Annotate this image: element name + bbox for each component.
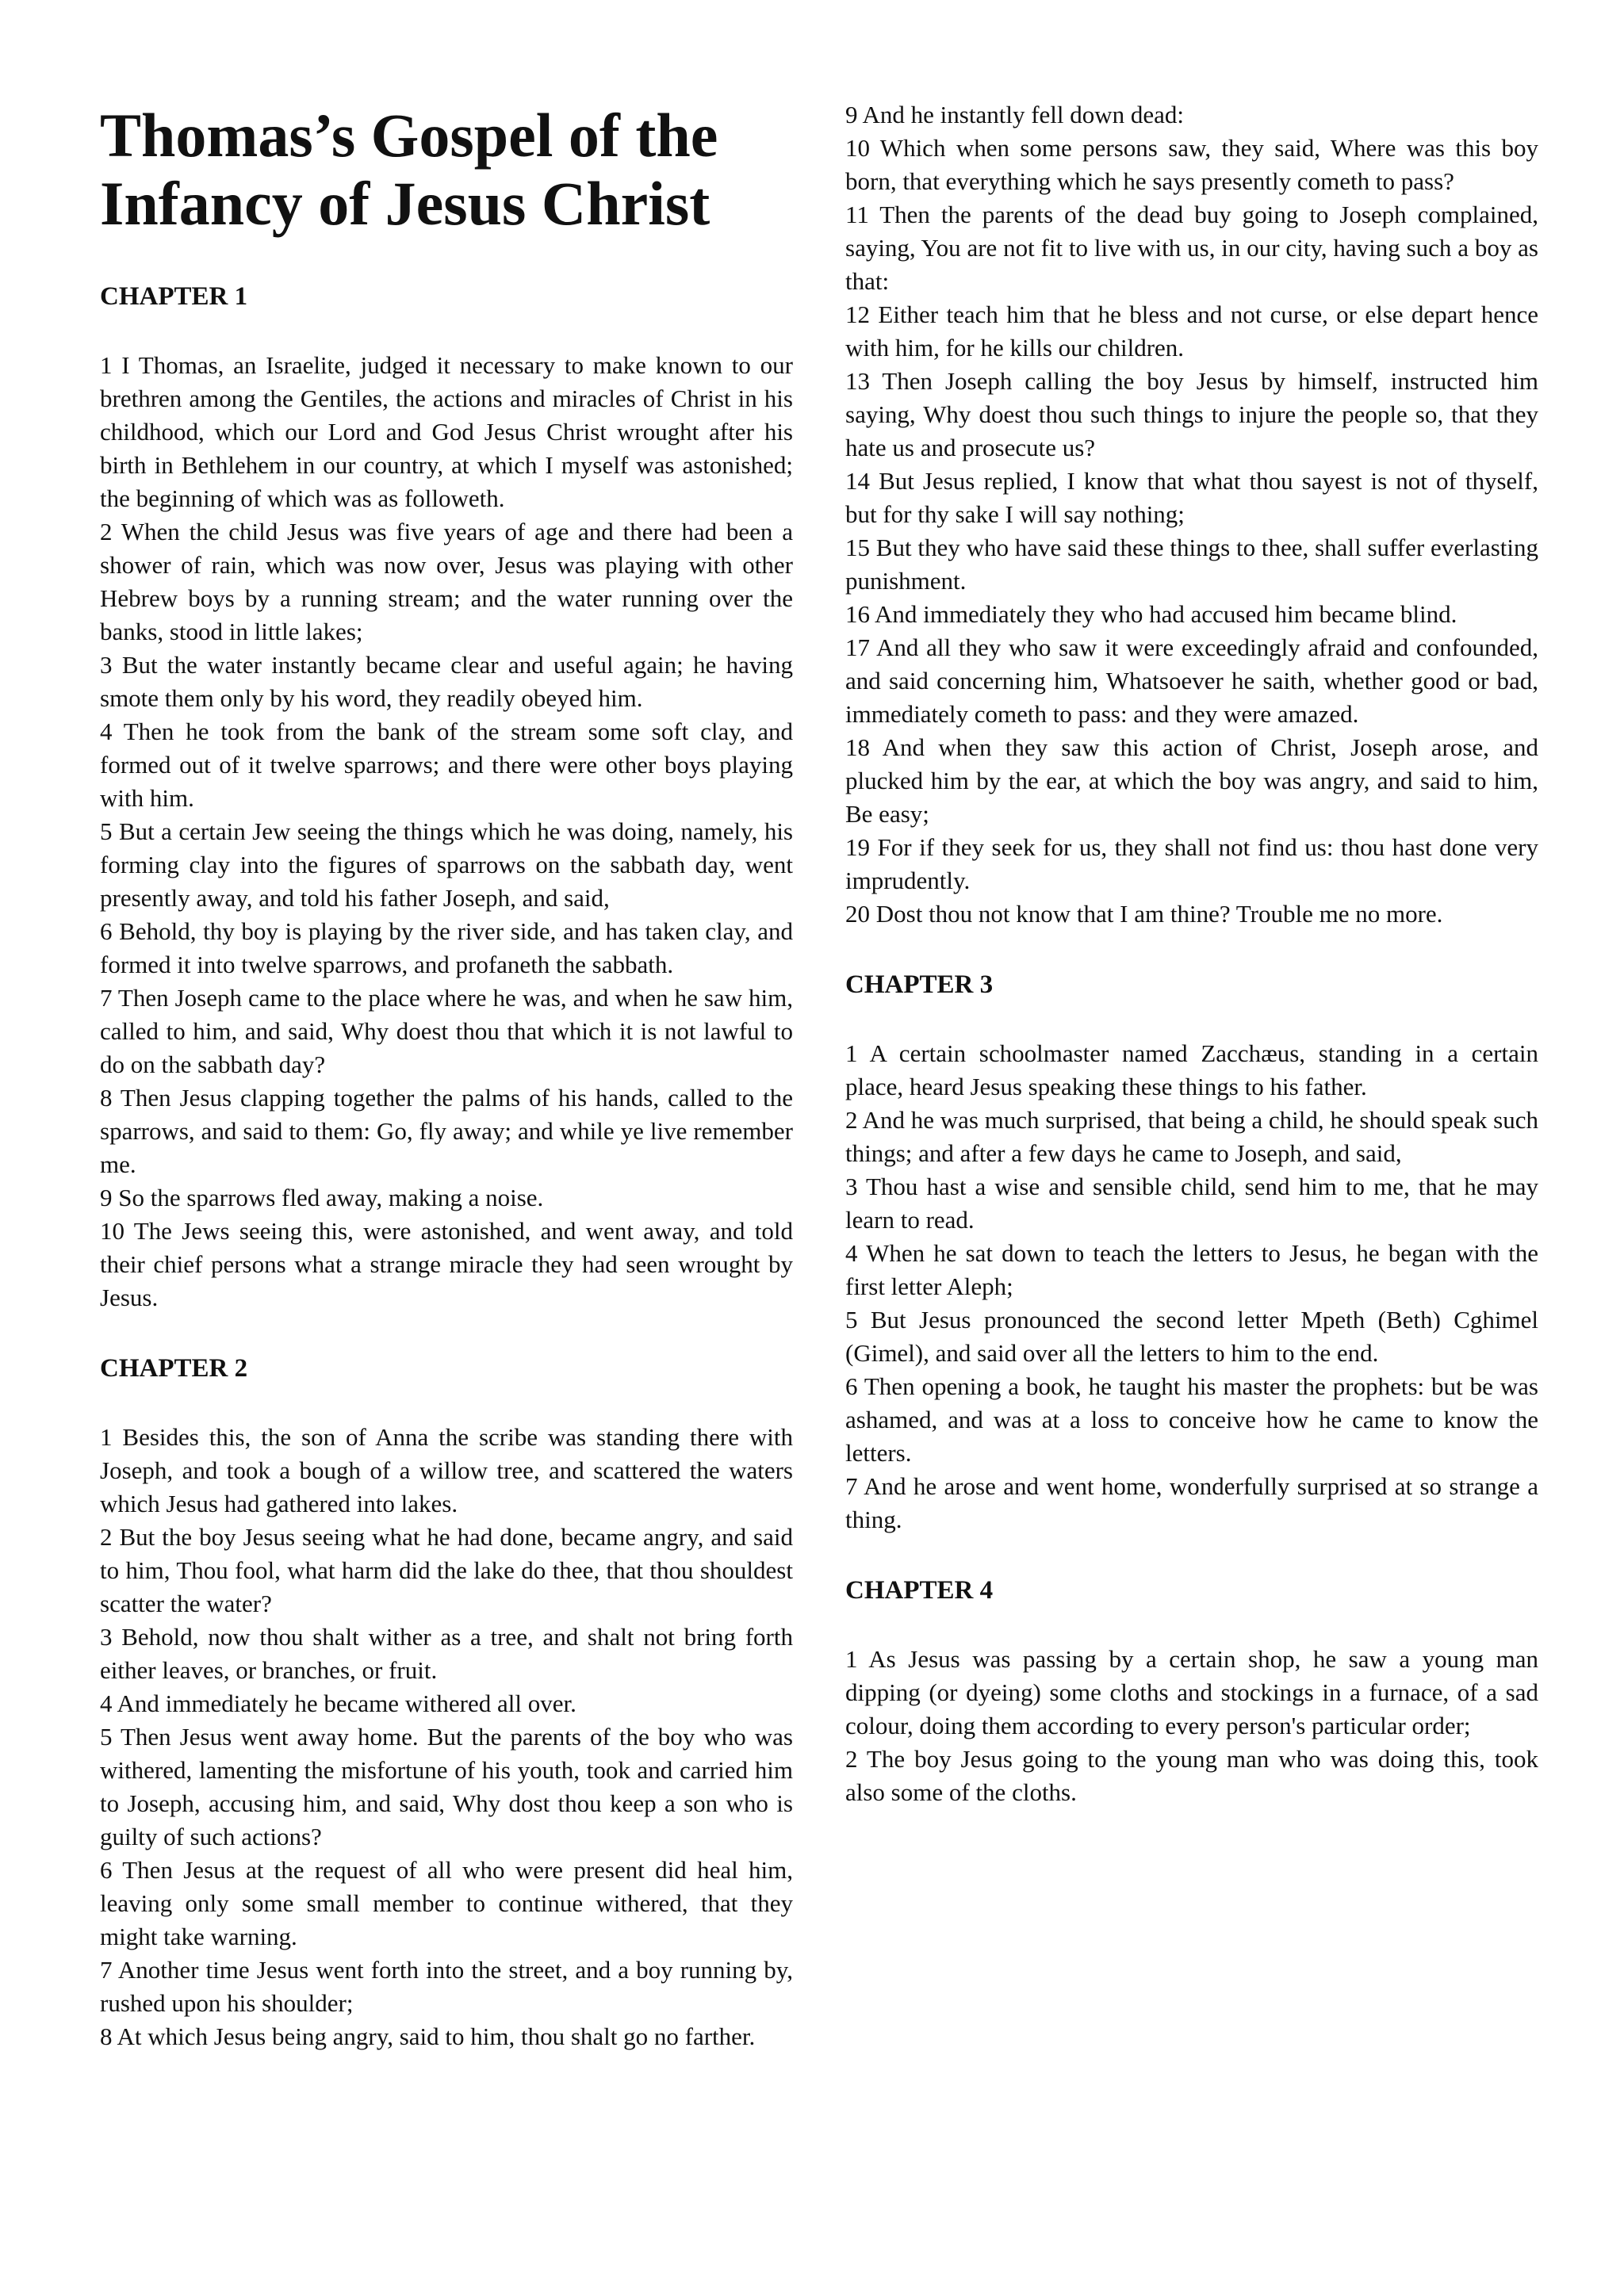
verse: 6 Then Jesus at the request of all who were present did heal him, leaving only some small member to continue withered, that they might take warning. <box>100 1856 793 1950</box>
verse: 9 So the sparrows fled away, making a noise. <box>100 1184 544 1211</box>
document-title <box>100 101 793 238</box>
verse: 10 The Jews seeing this, were astonished, and went away, and told their chief persons what a strange miracle they had seen wrought by Jesus. <box>100 1217 793 1311</box>
title-line-1: Thomas’s Gospel of the <box>100 101 718 170</box>
verse: 8 At which Jesus being angry, said to him, thou shalt go no farther. <box>100 2022 756 2050</box>
verse: 4 Then he took from the bank of the stream some soft clay, and formed out of it twelve sparrows; and there were other boys playing with him. <box>100 718 793 812</box>
verse: 13 Then Joseph calling the boy Jesus by himself, instructed him saying, Why doest thou such things to injure the people so, that they hate us and prosecute us? <box>845 367 1538 461</box>
verse: 17 And all they who saw it were exceedingly afraid and confounded, and said concerning him, Whatsoever he saith, whether good or bad, immediately cometh to pass: and they were amazed. <box>845 633 1538 728</box>
verse: 1 As Jesus was passing by a certain shop, he saw a young man dipping (or dyeing) some cloths and stockings in a furnace, of a sad colour, doing them according to every person's particular order; <box>845 1645 1538 1739</box>
left-column <box>100 101 793 2090</box>
chapter-2-continued <box>845 98 1538 931</box>
chapter-heading: CHAPTER 4 <box>845 1576 994 1605</box>
verse: 6 Behold, thy boy is playing by the river side, and has taken clay, and formed it into twelve sparrows, and profaneth the sabbath. <box>100 917 793 978</box>
verse: 4 When he sat down to teach the letters to Jesus, he began with the first letter Aleph; <box>845 1239 1538 1300</box>
verse: 7 And he arose and went home, wonderfully surprised at so strange a thing. <box>845 1472 1538 1533</box>
verse: 2 But the boy Jesus seeing what he had done, became angry, and said to him, Thou fool, what harm did the lake do thee, that thou shouldest scatter the water? <box>100 1523 793 1617</box>
chapter-2 <box>100 1351 793 2053</box>
chapter-1 <box>100 279 793 1314</box>
chapter-heading: CHAPTER 1 <box>100 282 248 311</box>
verse: 10 Which when some persons saw, they said, Where was this boy born, that everything which he says presently cometh to pass? <box>845 134 1538 195</box>
verse: 7 Another time Jesus went forth into the street, and a boy running by, rushed upon his shoulder; <box>100 1956 793 2017</box>
chapter-heading: CHAPTER 3 <box>845 970 994 999</box>
verse: 5 But a certain Jew seeing the things which he was doing, namely, his forming clay into the figures of sparrows on the sabbath day, went presently away, and told his father Joseph, and said, <box>100 817 793 912</box>
verse: 5 Then Jesus went away home. But the parents of the boy who was withered, lamenting the misfortune of his youth, took and carried him to Joseph, accusing him, and said, Why dost thou keep a son who is guilty of such actions? <box>100 1723 793 1850</box>
chapter-4 <box>845 1573 1538 1809</box>
verse: 6 Then opening a book, he taught his master the prophets: but be was ashamed, and was at a loss to conceive how he came to know the letters. <box>845 1372 1538 1467</box>
verse: 1 A certain schoolmaster named Zacchæus, standing in a certain place, heard Jesus speaking these things to his father. <box>845 1039 1538 1100</box>
chapter-verses <box>845 98 1538 931</box>
verse: 19 For if they seek for us, they shall not find us: thou hast done very imprudently. <box>845 833 1538 894</box>
verse: 5 But Jesus pronounced the second letter Mpeth (Beth) Cghimel (Gimel), and said over all the letters to him to the end. <box>845 1306 1538 1367</box>
verse: 12 Either teach him that he bless and not curse, or else depart hence with him, for he kills our children. <box>845 300 1538 362</box>
verse: 18 And when they saw this action of Christ, Joseph arose, and plucked him by the ear, at which the boy was angry, and said to him, Be easy; <box>845 733 1538 828</box>
chapter-3 <box>845 967 1538 1536</box>
verse: 3 Behold, now thou shalt wither as a tree, and shalt not bring forth either leaves, or branches, or fruit. <box>100 1623 793 1684</box>
verse: 9 And he instantly fell down dead: <box>845 101 1185 128</box>
verse: 16 And immediately they who had accused him became blind. <box>845 600 1457 628</box>
right-column <box>845 98 1538 1846</box>
verse: 1 I Thomas, an Israelite, judged it necessary to make known to our brethren among the Gentiles, the actions and miracles of Christ in his childhood, which our Lord and God Jesus Christ wrought after his birth in Bethlehem in our country, at which I myself was astonished; the beginning of which was as followeth. <box>100 351 793 512</box>
verse: 3 Thou hast a wise and sensible child, send him to me, that he may learn to read. <box>845 1173 1538 1234</box>
chapter-verses <box>100 1421 793 2053</box>
title-line-2: Infancy of Jesus Christ <box>100 169 710 238</box>
verse: 3 But the water instantly became clear and useful again; he having smote them only by his word, they readily obeyed him. <box>100 651 793 712</box>
verse: 20 Dost thou not know that I am thine? Trouble me no more. <box>845 900 1443 928</box>
verse: 4 And immediately he became withered all over. <box>100 1689 576 1717</box>
verse: 2 The boy Jesus going to the young man who was doing this, took also some of the cloths. <box>845 1745 1538 1806</box>
verse: 1 Besides this, the son of Anna the scribe was standing there with Joseph, and took a bough of a willow tree, and scattered the waters which Jesus had gathered into lakes. <box>100 1423 793 1517</box>
verse: 11 Then the parents of the dead buy going to Joseph complained, saying, You are not fit to live with us, in our city, having such a boy as that: <box>845 201 1538 295</box>
chapter-verses <box>845 1037 1538 1536</box>
chapter-verses <box>100 349 793 1314</box>
verse: 14 But Jesus replied, I know that what thou sayest is not of thyself, but for thy sake I will say nothing; <box>845 467 1538 528</box>
verse: 7 Then Joseph came to the place where he was, and when he saw him, called to him, and said, Why doest thou that which it is not lawful to do on the sabbath day? <box>100 984 793 1078</box>
chapter-verses <box>845 1643 1538 1809</box>
verse: 15 But they who have said these things to thee, shall suffer everlasting punishment. <box>845 534 1538 595</box>
verse: 2 And he was much surprised, that being a child, he should speak such things; and after a few days he came to Joseph, and said, <box>845 1106 1538 1167</box>
verse: 2 When the child Jesus was five years of age and there had been a shower of rain, which was now over, Jesus was playing with other Hebrew boys by a running stream; and the water running over the banks, stood in little lakes; <box>100 518 793 645</box>
verse: 8 Then Jesus clapping together the palms of his hands, called to the sparrows, and said to them: Go, fly away; and while ye live remember me. <box>100 1084 793 1178</box>
chapter-heading: CHAPTER 2 <box>100 1354 248 1383</box>
